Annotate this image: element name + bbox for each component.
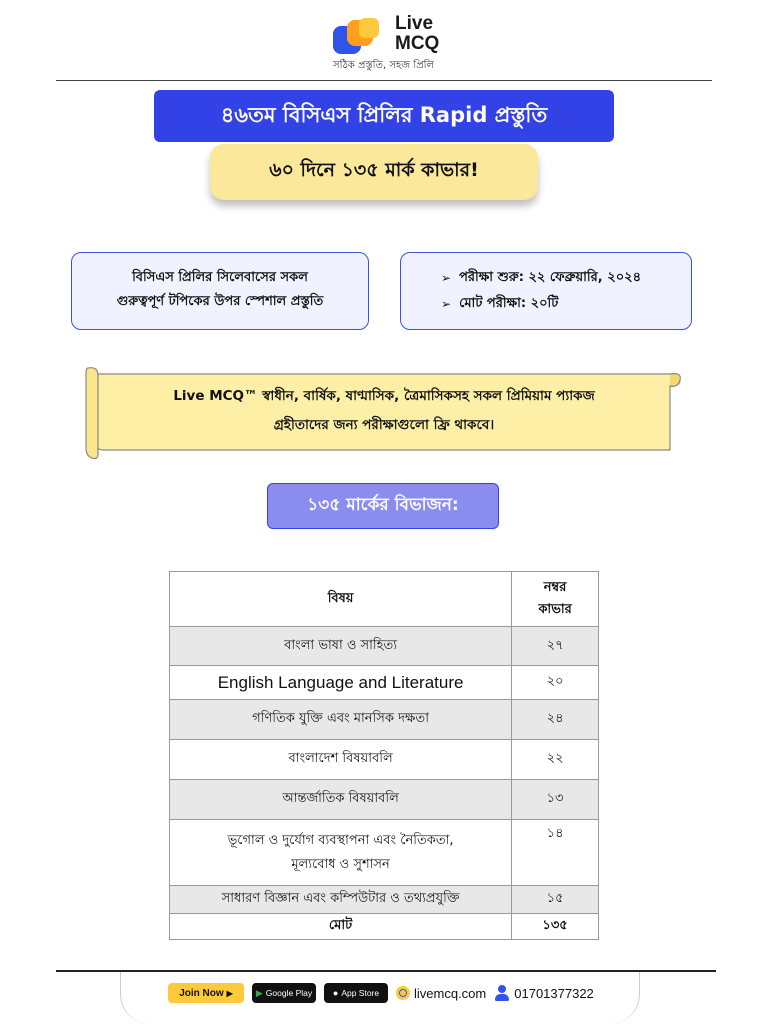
syllabus-line1: বিসিএস প্রিলির সিলেবাসের সকল: [132, 270, 308, 285]
table-row: [170, 740, 599, 780]
table-row: [170, 627, 599, 666]
exam-count-row: [441, 291, 691, 317]
footer-bar: [168, 982, 594, 1004]
website-text: livemcq.com: [414, 985, 487, 1001]
table-row: [170, 820, 599, 886]
google-play-badge[interactable]: [252, 983, 316, 1003]
app-store-badge[interactable]: [324, 983, 388, 1003]
page-title: ৪৬তম বিসিএস প্রিলির Rapid প্রস্তুতি: [220, 102, 548, 127]
app-store-label: App Store: [341, 988, 380, 998]
logo-mark-icon: [333, 18, 387, 58]
logo-line2: MCQ: [395, 33, 440, 54]
header-divider: [56, 80, 712, 81]
table-row: [170, 780, 599, 820]
arrow-right-icon: ➢: [441, 297, 452, 311]
total-label: মোট: [170, 914, 512, 940]
notice-line1: Live MCQ™ স্বাধীন, বার্ষিক, ষাণ্মাসিক, ত্রৈমাসিকসহ সকল প্রিমিয়াম প্যাকজ: [173, 388, 595, 404]
notice-scroll: [84, 366, 682, 460]
header-subject: বিষয়: [170, 572, 512, 627]
highlight-pill: [210, 144, 538, 200]
syllabus-line2: গুরুত্বপূর্ণ টপিকের উপর স্পেশাল প্রস্তুতি: [116, 294, 324, 309]
exam-start-row: [441, 265, 691, 291]
table-total-row: [170, 914, 599, 940]
marks-cell: ২৪: [512, 700, 599, 740]
subject-cell: বাংলা ভাষা ও সাহিত্য: [170, 627, 512, 666]
marks-cell: ১৫: [512, 886, 599, 914]
notice-text: [124, 382, 644, 440]
globe-icon: [396, 986, 410, 1000]
subject-line1: ভূগোল ও দুর্যোগ ব্যবস্থাপনা এবং নৈতিকতা,: [227, 832, 454, 848]
table-row: [170, 700, 599, 740]
join-now-button[interactable]: [168, 983, 244, 1003]
subject-line2: মূল্যবোধ ও সুশাসন: [291, 856, 390, 872]
marks-cell: ১৪: [512, 820, 599, 886]
notice-line2: গ্রহীতাদের জন্য পরীক্ষাগুলো ফ্রি থাকবে।: [273, 417, 495, 433]
subject-cell: বাংলাদেশ বিষয়াবলি: [170, 740, 512, 780]
page-title-banner: [154, 90, 614, 142]
play-triangle-icon: ▶: [226, 988, 233, 998]
exam-count-text: মোট পরীক্ষা: ২০টি: [459, 296, 559, 311]
syllabus-info-box: [71, 252, 369, 330]
subject-cell: English Language and Literature: [170, 666, 512, 700]
subject-cell: সাধারণ বিজ্ঞান এবং কম্পিউটার ও তথ্যপ্রযুক্তি: [170, 886, 512, 914]
google-play-label: Google Play: [265, 988, 313, 998]
header-marks-line2: কাভার: [538, 602, 572, 617]
header-marks: [512, 572, 599, 627]
person-icon: [494, 985, 510, 1001]
header-marks-line1: নম্বর: [543, 580, 567, 595]
subject-cell: আন্তর্জাতিক বিষয়াবলি: [170, 780, 512, 820]
table-row: [170, 666, 599, 700]
phone-contact[interactable]: [494, 985, 594, 1001]
phone-text: 01701377322: [514, 985, 594, 1001]
logo-line1: Live: [395, 13, 434, 34]
subject-cell: [170, 820, 512, 886]
exam-info-box: [400, 252, 692, 330]
apple-icon: ●: [332, 988, 339, 998]
marks-cell: ২২: [512, 740, 599, 780]
section-title: ১৩৫ মার্কের বিভাজন:: [307, 495, 459, 515]
marks-breakdown-heading: [267, 483, 499, 529]
google-play-icon: ▶: [255, 987, 263, 998]
table-row: [170, 886, 599, 914]
marks-table: [169, 571, 599, 940]
website-link[interactable]: [396, 986, 486, 1001]
exam-start-text: পরীক্ষা শুরু: ২২ ফেব্রুয়ারি, ২০২৪: [459, 270, 642, 285]
marks-cell: ২৭: [512, 627, 599, 666]
brand-logo: [333, 14, 483, 72]
total-marks: ১৩৫: [512, 914, 599, 940]
marks-cell: ১৩: [512, 780, 599, 820]
join-now-label: Join Now: [179, 987, 224, 999]
logo-wordmark: [395, 14, 439, 54]
subject-cell: গণিতিক যুক্তি এবং মানসিক দক্ষতা: [170, 700, 512, 740]
highlight-text: ৬০ দিনে ১৩৫ মার্ক কাভার!: [269, 159, 479, 181]
brand-tagline: সঠিক প্রস্তুতি, সহজ প্রিলি: [333, 60, 434, 71]
table-header-row: [170, 572, 599, 627]
marks-cell: ২০: [512, 666, 599, 700]
arrow-right-icon: ➢: [441, 271, 452, 285]
